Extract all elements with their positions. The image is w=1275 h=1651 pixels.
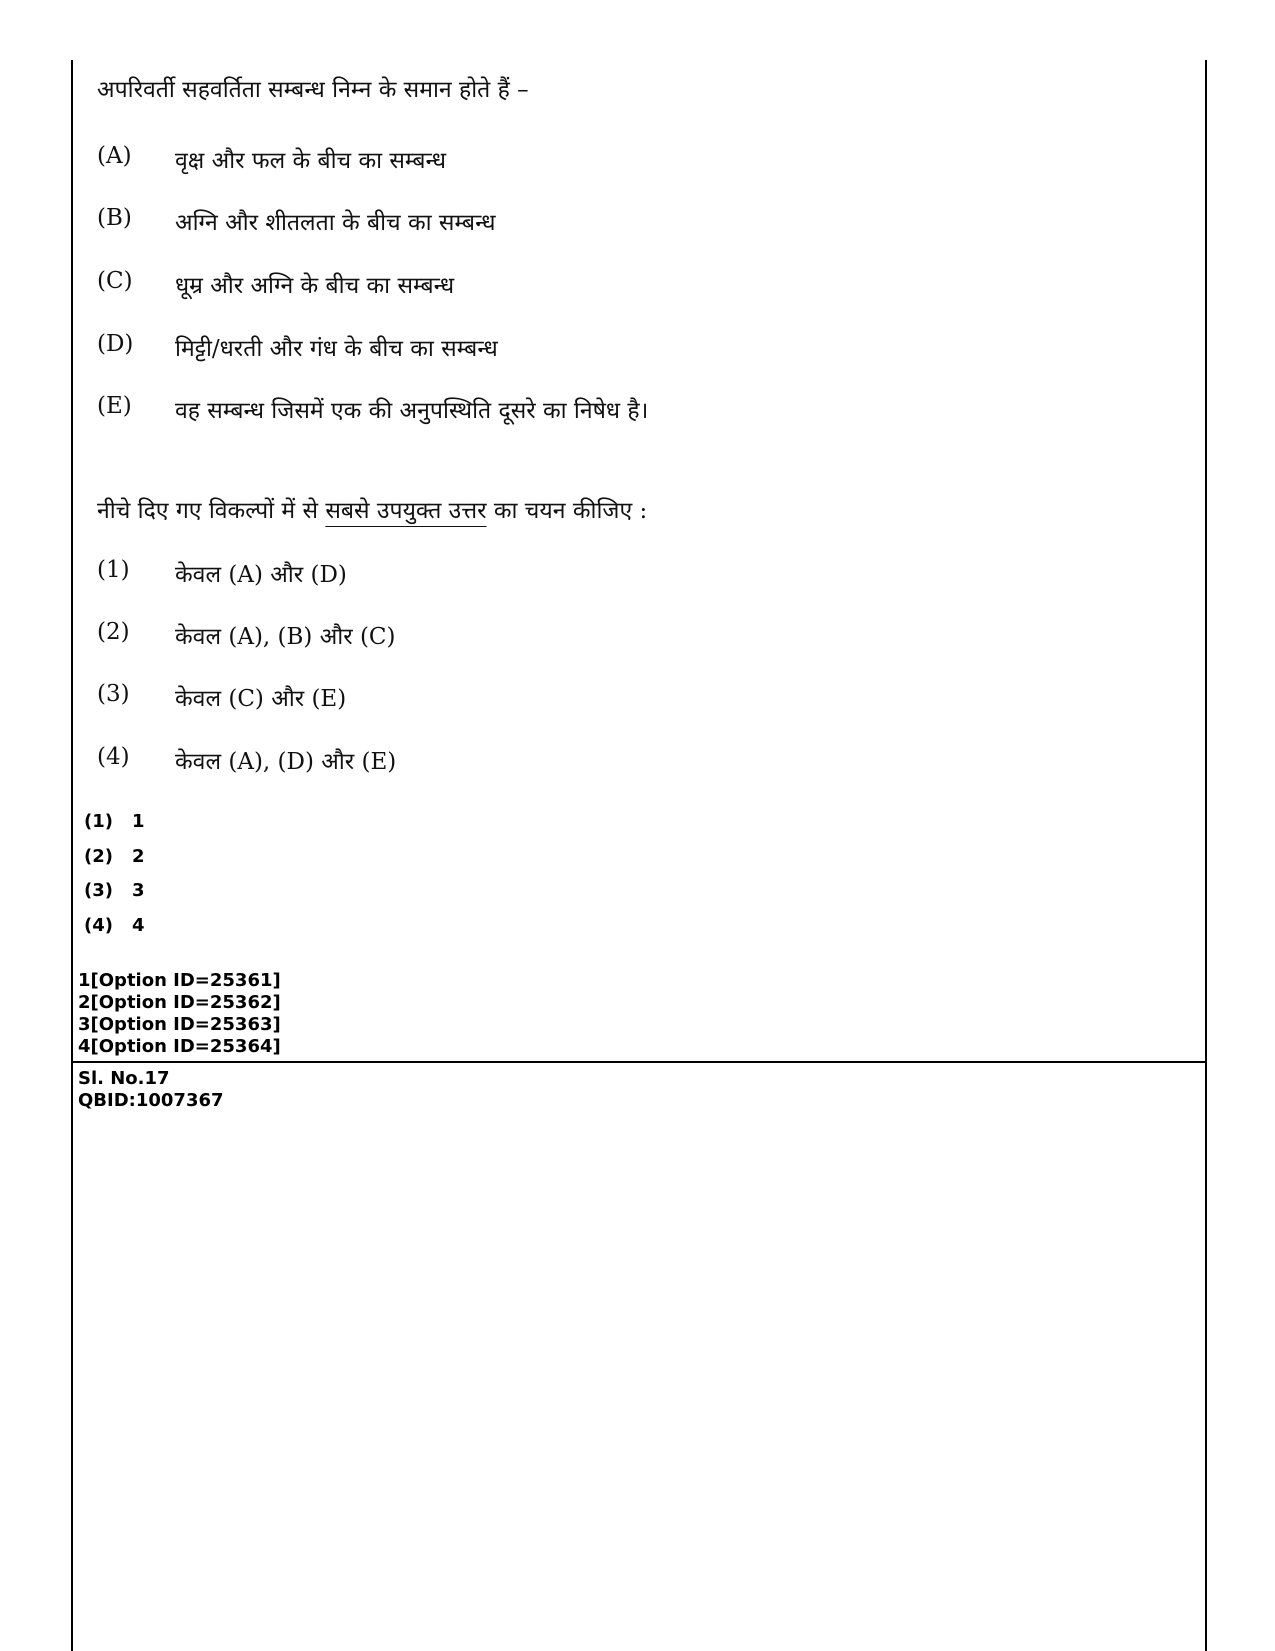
answer-value: 2 [132,846,145,867]
question-text [97,72,529,104]
answer-label: (3) [84,880,113,901]
answer-label: (2) [84,846,113,867]
choice-text: केवल (A), (B) और (C) [175,624,396,650]
right-border [1205,60,1207,1651]
statement-e [97,393,648,425]
choice-1 [97,557,347,589]
statement-text: वृक्ष और फल के बीच का सम्बन्ध [175,148,447,174]
choice-3 [97,681,346,713]
serial-number: Sl. No.17 [78,1068,170,1089]
next-question-meta [78,1068,224,1112]
statement-label: (A) [97,143,132,169]
statement-text: अग्नि और शीतलता के बीच का सम्बन्ध [175,210,496,236]
choice-label: (1) [97,557,130,583]
answer-label: (4) [84,915,113,936]
option-id-list [78,970,281,1058]
statement-c [97,268,454,300]
statement-text: धूम्र और अग्नि के बीच का सम्बन्ध [175,273,455,299]
choice-label: (2) [97,619,130,645]
statement-text: वह सम्बन्ध जिसमें एक की अनुपस्थिति दूसरे का निषेध है। [175,398,649,424]
answer-option-3[interactable] [84,880,145,901]
choice-text: केवल (C) और (E) [175,686,347,712]
choice-label: (4) [97,744,130,770]
instruction-underlined: सबसे उपयुक्त उत्तर [325,498,487,524]
statement-a [97,143,446,175]
statement-label: (C) [97,268,133,294]
answer-value: 1 [132,811,145,832]
choice-text: केवल (A), (D) और (E) [175,749,397,775]
question-divider [71,1061,1207,1063]
statement-text: मिट्टी/धरती और गंध के बीच का सम्बन्ध [175,336,498,362]
answer-value: 3 [132,880,145,901]
answer-value: 4 [132,915,145,936]
statement-b [97,205,496,237]
qbid: QBID:1007367 [78,1090,224,1111]
statement-label: (D) [97,331,134,357]
option-id: 2[Option ID=25362] [78,992,281,1013]
option-id: 3[Option ID=25363] [78,1014,281,1035]
choice-label: (3) [97,681,130,707]
choice-text: केवल (A) और (D) [175,562,347,588]
question-dash: – [517,77,529,103]
answer-option-1[interactable] [84,811,145,832]
option-id: 4[Option ID=25364] [78,1036,281,1057]
question-body: अपरिवर्ती सहवर्तिता सम्बन्ध निम्न के समान होते हैं [97,77,510,103]
statement-label: (B) [97,205,132,231]
statement-label: (E) [97,393,132,419]
answer-label: (1) [84,811,113,832]
answer-option-4[interactable] [84,915,145,936]
instruction-text [97,493,647,525]
choice-4 [97,744,396,776]
statement-d [97,331,498,363]
instruction-before: नीचे दिए गए विकल्पों में से [97,498,326,524]
left-border [71,60,73,1651]
instruction-after: का चयन कीजिए : [486,498,648,524]
option-id: 1[Option ID=25361] [78,970,281,991]
answer-option-2[interactable] [84,846,145,867]
choice-2 [97,619,396,651]
